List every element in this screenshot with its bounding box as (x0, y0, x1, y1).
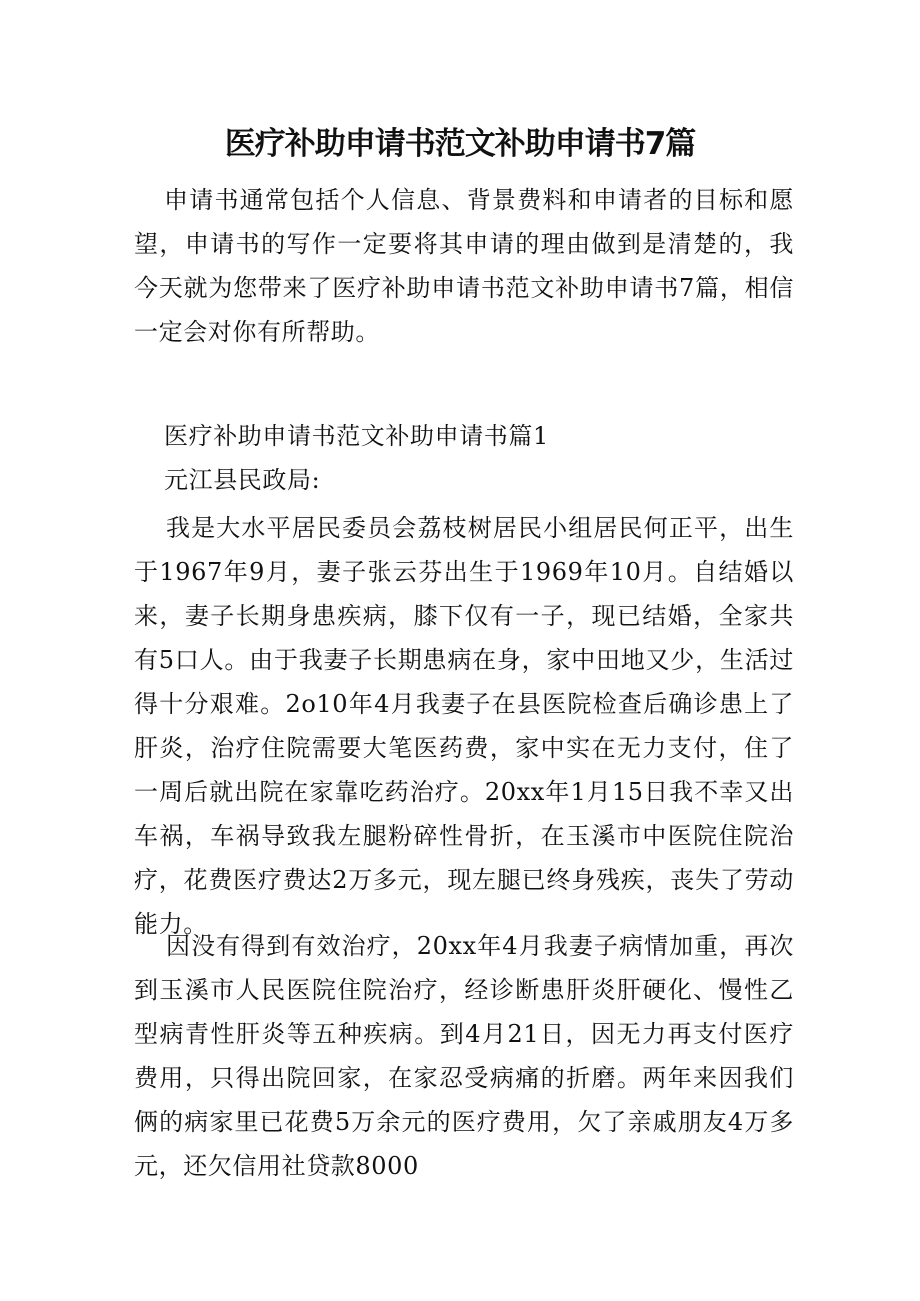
salutation: 元江县民政局: (164, 466, 321, 494)
body-paragraph: 因没有得到有效治疗，20xx年4月我妻子病情加重，再次到玉溪市人民医院住院治疗，经诊断患肝炎肝硬化、慢性乙型病青性肝炎等五种疾病。到4月21日，因无力再支付医疗费用，只得出院回家，在家忍受病痛的折磨。两年来因我们俩的病家里已花费5万余元的医疗费用，欠了亲戚朋友4万多元，还欠信用社贷款8000 (134, 932, 794, 1180)
body-paragraph: 我是大水平居民委员会荔枝树居民小组居民何正平，出生于1967年9月，妻子张云芬出生于1969年10月。自结婚以来，妻子长期身患疾病，膝下仅有一子，现已结婚，全家共有5口人。由于我妻子长期患病在身，家中田地又少，生活过得十分艰难。2o10年4月我妻子在县医院检查后确诊患上了肝炎，治疗住院需要大笔医药费，家中实在无力支付，住了一周后就出院在家靠吃药治疗。20xx年1月15日我不幸又出车祸，车祸导致我左腿粉碎性骨折，在玉溪市中医院住院治疗，花费医疗费达2万多元，现左腿已终身残疾，丧失了劳动能力。 (134, 514, 794, 938)
intro-paragraph: 申请书通常包括个人信息、背景费料和申请者的目标和愿望，申请书的写作一定要将其申请的理由做到是清楚的，我今天就为您带来了医疗补助申请书范文补助申请书7篇，相信一定会对你有所帮助。 (134, 186, 794, 346)
section-heading: 医疗补助申请书范文补助申请书篇1 (164, 422, 549, 450)
document-title: 医疗补助申请书范文补助申请书7篇 (224, 126, 696, 162)
